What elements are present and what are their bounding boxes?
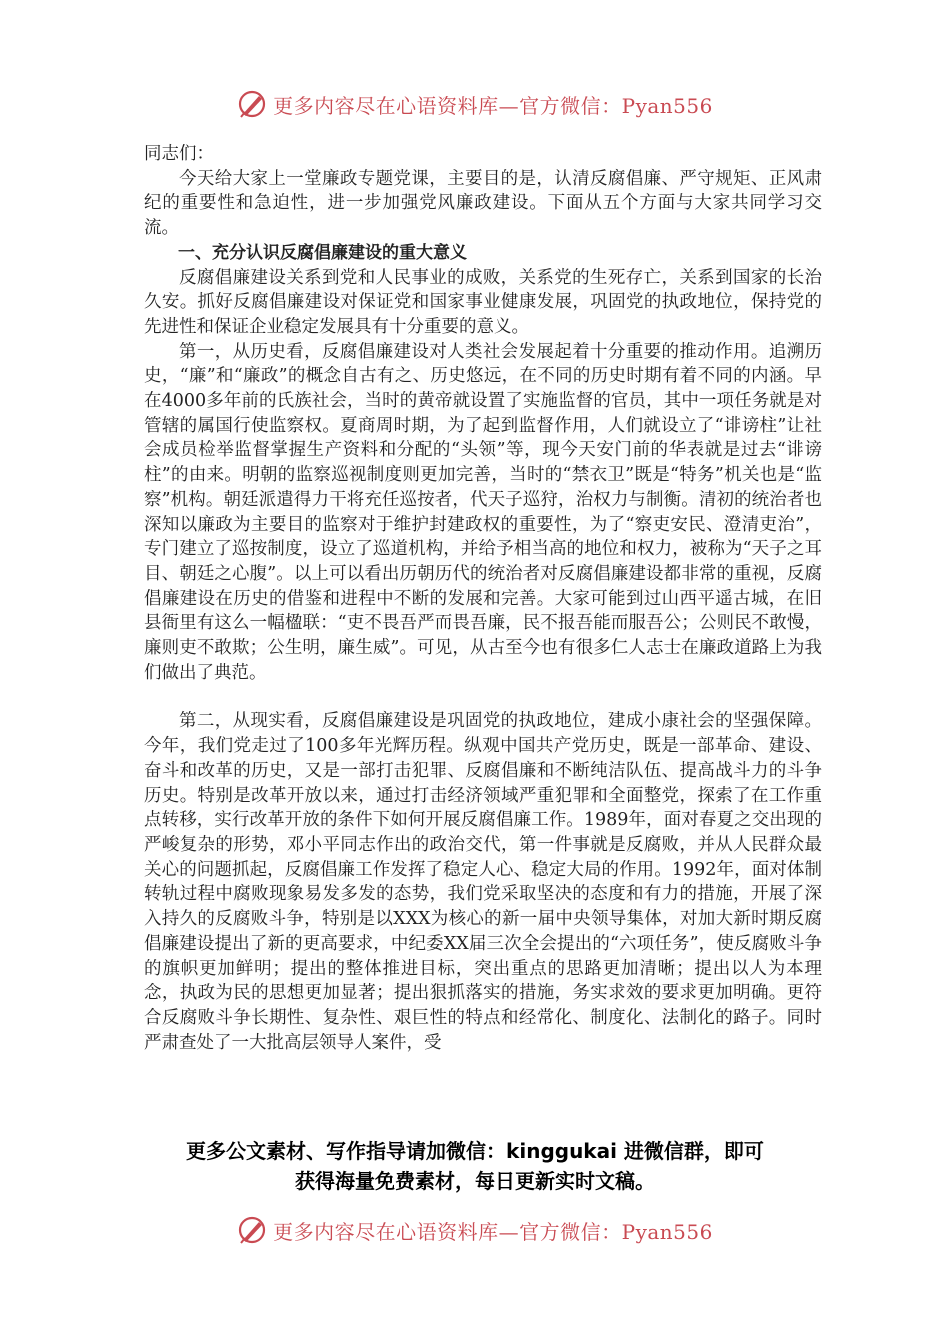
- paragraph-significance: 反腐倡廉建设关系到党和人民事业的成败，关系党的生死存亡，关系到国家的长治久安。抓好反腐倡廉建设对保证党和国家事业健康发展，巩固党的执政地位，保持党的先进性和保证企业稳定发展具有十分重要的意义。: [144, 267, 822, 337]
- promo-notice: [120, 1136, 830, 1196]
- paragraph-history: 第一，从历史看，反腐倡廉建设对人类社会发展起着十分重要的推动作用。追溯历史，“廉”和“廉政”的概念自古有之、历史悠远，在不同的历史时期有着不同的内涵。早在4000多年前的氏族社会，当时的黄帝就设置了实施监督的官员，其中一项任务就是对管辖的属国行使监察权。夏商周时期，为了起到监督作用，人们就设立了“诽谤柱”让社会成员检举监督掌握生产资料和分配的“头领”等，现今天安门前的华表就是过去“诽谤柱”的由来。明朝的监察巡视制度则更加完善，当时的“禁衣卫”既是“特务”机关也是“监察”机构。朝廷派遣得力干将充任巡按者，代天子巡狩，治权力与制衡。清初的统治者也深知以廉政为主要目的监察对于维护封建政权的重要性，为了“察吏安民、澄清吏治”，专门建立了巡按制度，设立了巡道机构，并给予相当高的地位和权力，被称为“天子之耳目、朝廷之心腹”。以上可以看出历朝历代的统治者对反腐倡廉建设都非常的重视，反腐倡廉建设在历史的借鉴和进程中不断的发展和完善。大家可能到过山西平遥古城，在旧县衙里有这么一幅楹联：“吏不畏吾严而畏吾廉，民不报吾能而服吾公；公则民不敢慢，廉则吏不敢欺；公生明，廉生威”。可见，从古至今也有很多仁人志士在廉政道路上为我们做出了典范。: [144, 341, 822, 683]
- header-banner: [0, 84, 950, 124]
- promo-line-2: 获得海量免费素材，每日更新实时文稿。: [295, 1169, 655, 1193]
- paragraph-reality: 第二，从现实看，反腐倡廉建设是巩固党的执政地位，建成小康社会的坚强保障。今年，我们党走过了100多年光辉历程。纵观中国共产党历史，既是一部革命、建设、奋斗和改革的历史，又是一部打击犯罪、反腐倡廉和不断纯洁队伍、提高战斗力的斗争历史。特别是改革开放以来，通过打击经济领域严重犯罪和全面整党，探索了在工作重点转移，实行改革开放的条件下如何开展反腐倡廉工作。1989年，面对春夏之交出现的严峻复杂的形势，邓小平同志作出的政治交代，第一件事就是反腐败，并从人民群众最关心的问题抓起，反腐倡廉工作发挥了稳定人心、稳定大局的作用。1992年，面对体制转轨过程中腐败现象易发多发的态势，我们党采取坚决的态度和有力的措施，开展了深入持久的反腐败斗争，特别是以XXX为核心的新一届中央领导集体，对加大新时期反腐倡廉建设提出了新的更高要求，中纪委XX届三次全会提出的“六项任务”，使反腐败斗争的旗帜更加鲜明；提出的整体推进目标，突出重点的思路更加清晰；提出以人为本理念，执政为民的思想更加显著；提出狠抓落实的措施，务实求效的要求更加明确。更符合反腐败斗争长期性、复杂性、艰巨性的特点和经常化、制度化、法制化的路子。同时严肃查处了一大批高层领导人案件，受: [144, 711, 822, 1053]
- promo-line-1: 更多公文素材、写作指导请加微信：kinggukai 进微信群，即可: [186, 1139, 764, 1163]
- pen-circle-icon: [237, 89, 267, 119]
- header-banner-text: 更多内容尽在心语资料库—官方微信：Pyan556: [273, 93, 713, 118]
- intro-paragraph: 今天给大家上一堂廉政专题党课，主要目的是，认清反腐倡廉、严守规矩、正风肃纪的重要性和急迫性，进一步加强党风廉政建设。下面从五个方面与大家共同学习交流。: [144, 168, 822, 239]
- document-body: [144, 142, 822, 1055]
- footer-banner-text: 更多内容尽在心语资料库—官方微信：Pyan556: [273, 1219, 713, 1244]
- pen-circle-icon: [237, 1215, 267, 1245]
- salutation: 同志们：: [144, 144, 214, 164]
- footer-banner: [0, 1210, 950, 1250]
- section-heading-1: 一、充分认识反腐倡廉建设的重大意义: [178, 242, 467, 263]
